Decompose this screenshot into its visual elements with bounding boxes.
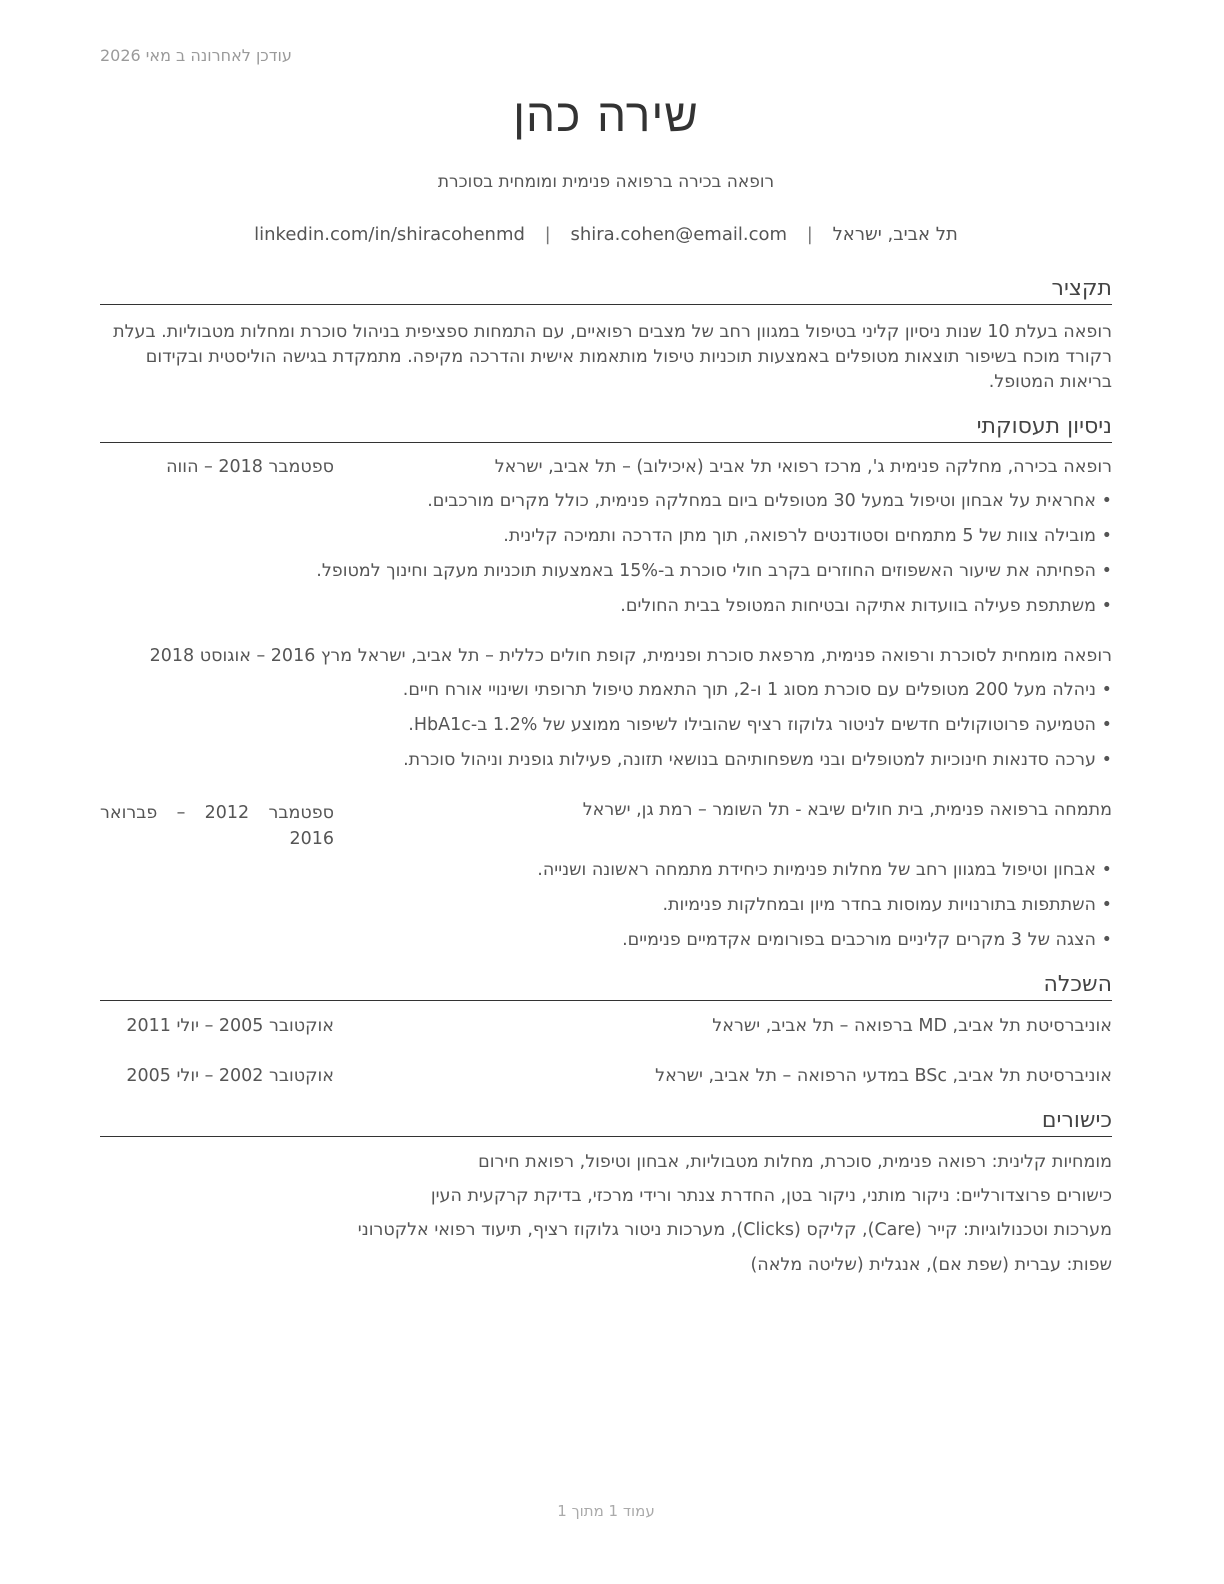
contact-location: תל אביב, ישראל bbox=[832, 224, 958, 245]
section-title-skills: כישורים bbox=[100, 1108, 1112, 1137]
job-title: רופאה מומחית לסוכרת ורפואה פנימית, מרפאת סוכרת ופנימית, קופת חולים כללית – תל אביב, ישראל מרץ 2016 – אוגוסט 2018 bbox=[149, 646, 1112, 666]
last-updated: עודכן לאחרונה ב מאי 2026 bbox=[100, 46, 292, 65]
skills-line: כישורים פרוצדורליים: ניקור מותני, ניקור בטן, החדרת צנתר ורידי מרכזי, בדיקת קרקעית העין bbox=[430, 1186, 1112, 1206]
education-dates: אוקטובר 2002 – יולי 2005 bbox=[126, 1066, 334, 1086]
skills-line: שפות: עברית (שפת אם), אנגלית (שליטה מלאה) bbox=[750, 1255, 1112, 1275]
skills-line: מערכות וטכנולוגיות: קייר (Care), קליקס (Clicks), מערכות ניטור גלוקוז רציף, תיעוד רפואי אלקטרוני bbox=[357, 1220, 1112, 1240]
contact-email-link[interactable]: shira.cohen@email.com bbox=[570, 224, 788, 245]
section-title-experience: ניסיון תעסוקתי bbox=[100, 414, 1112, 443]
list-item: • הפחיתה את שיעור האשפוזים החוזרים בקרב חולי סוכרת ב-15% באמצעות תוכניות מעקב וחינוך למטופל. bbox=[100, 557, 1112, 592]
job-bullets bbox=[100, 856, 1112, 961]
list-item: • ניהלה מעל 200 מטופלים עם סוכרת מסוג 1 ו-2, תוך התאמת טיפול תרופתי ושינויי אורח חיים. bbox=[100, 676, 1112, 711]
education-dates: אוקטובר 2005 – יולי 2011 bbox=[126, 1016, 334, 1036]
list-item: • אחראית על אבחון וטיפול במעל 30 מטופלים ביום במחלקה פנימית, כולל מקרים מורכבים. bbox=[100, 487, 1112, 522]
skills-line: מומחיות קלינית: רפואה פנימית, סוכרת, מחלות מטבוליות, אבחון וטיפול, רפואת חירום bbox=[478, 1152, 1112, 1172]
list-item: • משתתפת פעילה בוועדות אתיקה ובטיחות המטופל בבית החולים. bbox=[100, 592, 1112, 627]
education-item bbox=[100, 1066, 1112, 1092]
job-title: רופאה בכירה, מחלקה פנימית ג', מרכז רפואי תל אביב (איכילוב) – תל אביב, ישראל bbox=[494, 457, 1112, 477]
candidate-name: שירה כהן bbox=[513, 88, 699, 142]
list-item: • השתתפות בתורנויות עמוסות בחדר מיון ובמחלקות פנימיות. bbox=[100, 891, 1112, 926]
job-header bbox=[100, 646, 1112, 672]
job-entry bbox=[100, 800, 1112, 961]
job-entry bbox=[100, 646, 1112, 781]
resume-page bbox=[100, 0, 1112, 1584]
section-title-summary: תקציר bbox=[100, 276, 1112, 305]
job-title: מתמחה ברפואה פנימית, בית חולים שיבא - תל השומר – רמת גן, ישראל bbox=[582, 800, 1112, 820]
job-dates: מרץ 2016 – אוגוסט 2018 bbox=[149, 646, 353, 666]
list-item: • אבחון וטיפול במגוון רחב של מחלות פנימיות כיחידת מתמחה ראשונה ושנייה. bbox=[100, 856, 1112, 891]
list-item: • הצגה של 3 מקרים קליניים מורכבים בפורומים אקדמיים פנימיים. bbox=[100, 926, 1112, 961]
list-item: • הטמיעה פרוטוקולים חדשים לניטור גלוקוז רציף שהובילו לשיפור ממוצע של 1.2% ב-HbA1c. bbox=[100, 711, 1112, 746]
job-entry bbox=[100, 457, 1112, 627]
summary-text: רופאה בעלת 10 שנות ניסיון קליני בטיפול במגוון רחב של מצבים רפואיים, עם התמחות ספציפית בניהול סוכרת ומחלות מטבוליות. בעלת רקורד מוכח בשיפור תוצאות מטופלים באמצעות תוכניות טיפול מותאמות אישית והדרכה מקיפה. מתמקדת בגישה הוליסטית ובקידום בריאות המטופל. bbox=[113, 322, 1112, 392]
education-title: אוניברסיטת תל אביב, BSc במדעי הרפואה – תל אביב, ישראל bbox=[655, 1066, 1112, 1086]
list-item: • מובילה צוות של 5 מתמחים וסטודנטים לרפואה, תוך מתן הדרכה ותמיכה קלינית. bbox=[100, 522, 1112, 557]
contact-separator: | bbox=[544, 224, 551, 245]
job-bullets bbox=[100, 487, 1112, 627]
candidate-subtitle: רופאה בכירה ברפואה פנימית ומומחית בסוכרת bbox=[437, 172, 775, 192]
page-number: עמוד 1 מתוך 1 bbox=[557, 1502, 655, 1520]
job-header bbox=[100, 457, 1112, 483]
contact-separator: | bbox=[806, 224, 813, 245]
job-bullets bbox=[100, 676, 1112, 781]
list-item: • ערכה סדנאות חינוכיות למטופלים ובני משפחותיהם בנושאי תזונה, פעילות גופנית וניהול סוכרת. bbox=[100, 746, 1112, 781]
contact-line bbox=[100, 224, 1112, 245]
education-title: אוניברסיטת תל אביב, MD ברפואה – תל אביב, ישראל bbox=[712, 1016, 1112, 1036]
job-dates: ספטמבר 2018 – הווה bbox=[166, 457, 334, 477]
job-header bbox=[100, 800, 1112, 856]
education-item bbox=[100, 1016, 1112, 1042]
contact-linkedin-link[interactable]: linkedin.com/in/shiracohenmd bbox=[254, 224, 525, 245]
section-title-education: השכלה bbox=[100, 972, 1112, 1001]
job-dates: ספטמבר 2012 – פברואר 2016 bbox=[100, 803, 334, 849]
